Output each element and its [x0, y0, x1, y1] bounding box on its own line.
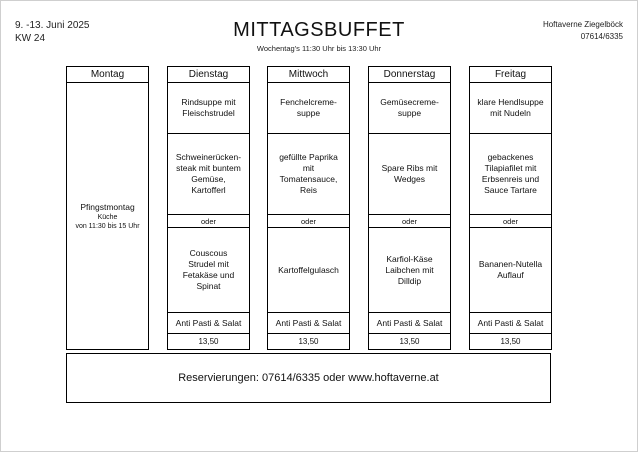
price-cell [369, 334, 450, 349]
side-cell [268, 313, 349, 334]
day-column [167, 66, 250, 350]
menu-line: Fetakäse und [182, 270, 235, 280]
menu-line: Tomatensauce, [279, 174, 338, 184]
menu-line: Wedges [393, 174, 426, 184]
menu-line: Spare Ribs mit [381, 163, 438, 173]
menu-line: mit [302, 163, 315, 173]
day-header: Montag [67, 67, 148, 83]
reservation-box [66, 353, 551, 403]
or-divider-text: oder [502, 216, 518, 226]
menu-line: Karfiol-Käse [386, 253, 433, 264]
price-cell [470, 334, 551, 349]
menu-line: mit Nudeln [490, 108, 531, 118]
side-cell [470, 313, 551, 334]
alternative-dish-cell [369, 228, 450, 313]
menu-line: Schweinerücken- [175, 152, 242, 162]
menu-line: Spinat [196, 281, 221, 291]
holiday-hours: von 11:30 bis 15 Uhr [75, 222, 140, 230]
price-cell-text: 13,50 [500, 337, 521, 346]
side-cell-text: Anti Pasti & Salat [275, 317, 342, 328]
menu-line: gefüllte Paprika [279, 152, 338, 162]
menu-line: Laibchen mit [385, 264, 434, 275]
day-column [469, 66, 552, 350]
soup-cell [168, 83, 249, 134]
side-cell [168, 313, 249, 334]
main-dish-cell [369, 134, 450, 215]
menu-line: Strudel mit [188, 259, 229, 269]
menu-line: Sauce Tartare [484, 185, 537, 195]
alternative-dish-cell [268, 228, 349, 313]
price-cell-text: 13,50 [298, 337, 319, 346]
holiday-note: Küche [97, 213, 118, 221]
restaurant-block [543, 19, 623, 43]
main-dish-cell [268, 134, 349, 215]
alternative-dish-cell [168, 228, 249, 313]
menu-line: steak mit buntem [176, 163, 241, 173]
menu-line: Bananen-Nutella [478, 259, 543, 269]
day-header: Mittwoch [268, 67, 349, 83]
menu-line: Tilapiafilet mit [484, 163, 537, 173]
or-divider [268, 215, 349, 228]
main-dish-cell [168, 134, 249, 215]
or-divider [168, 215, 249, 228]
soup-cell [470, 83, 551, 134]
side-cell-text: Anti Pasti & Salat [376, 317, 443, 328]
menu-line: Gemüse, [191, 174, 226, 184]
menu-line: Erbsenreis und [481, 174, 540, 184]
menu-line: Kartofferl [191, 185, 226, 195]
side-cell-text: Anti Pasti & Salat [477, 317, 544, 328]
reservation-text: Reservierungen: 07614/6335 oder www.hoftaverne.at [178, 372, 439, 384]
alternative-dish-cell [470, 228, 551, 313]
or-divider [470, 215, 551, 228]
day-header: Freitag [470, 67, 551, 83]
or-divider-text: oder [401, 216, 417, 226]
menu-line: klare Hendlsuppe [477, 97, 544, 107]
menu-line: suppe [296, 108, 321, 118]
menu-line: Gemüsecreme- [380, 97, 439, 107]
menu-line: Auflauf [497, 270, 524, 280]
or-divider [369, 215, 450, 228]
menu-line: Kartoffelgulasch [278, 264, 339, 275]
menu-line: Reis [299, 185, 317, 195]
soup-cell [369, 83, 450, 134]
or-divider-text: oder [200, 216, 216, 226]
week-number: KW 24 [15, 33, 46, 44]
day-header: Dienstag [168, 67, 249, 83]
side-cell-text: Anti Pasti & Salat [175, 317, 242, 328]
price-cell-text: 13,50 [198, 337, 219, 346]
menu-line: Fenchelcreme- [280, 97, 337, 107]
price-cell [168, 334, 249, 349]
holiday-name: Pfingstmontag [80, 201, 135, 212]
price-cell [268, 334, 349, 349]
side-cell [369, 313, 450, 334]
restaurant-name: Hoftaverne Ziegelböck [542, 20, 623, 29]
day-column [267, 66, 350, 350]
main-dish-cell [470, 134, 551, 215]
day-column-monday [66, 66, 149, 350]
page-subtitle: Wochentag's 11:30 Uhr bis 13:30 Uhr [256, 44, 382, 53]
price-cell-text: 13,50 [399, 337, 420, 346]
menu-line: Couscous [189, 248, 228, 258]
menu-line: Dilldip [397, 275, 422, 286]
date-range: 9. -13. Juni 2025 [15, 20, 90, 31]
page-title: MITTAGSBUFFET [233, 19, 405, 41]
menu-line: suppe [397, 108, 422, 118]
menu-line: gebackenes [487, 152, 534, 162]
or-divider-text: oder [300, 216, 316, 226]
menu-line: Rindsuppe mit [181, 97, 236, 107]
restaurant-phone: 07614/6335 [580, 32, 623, 41]
holiday-notice [67, 83, 148, 349]
day-header: Donnerstag [369, 67, 450, 83]
day-column [368, 66, 451, 350]
menu-line: Fleischstrudel [182, 108, 235, 118]
soup-cell [268, 83, 349, 134]
